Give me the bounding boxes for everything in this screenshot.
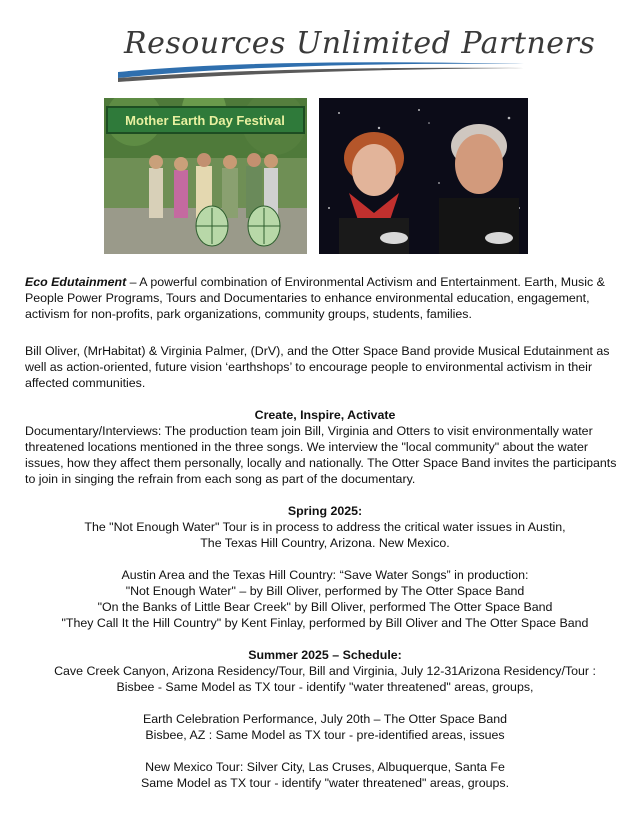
summer-line — [25, 743, 625, 759]
intro-body: – A powerful combination of Environmental Activism and Entertainment. Earth, Music & People Power Programs, Tours and Documentaries to enhance environmental education, engagement, activism for non-profits, park organizations, community groups, students, families. — [25, 275, 605, 321]
spring-line: "On the Banks of Little Bear Creek" by Bill Oliver, performed The Otter Space Band — [97, 600, 553, 614]
summer-line: Bisbee, AZ : Same Model as TX tour - pre-identified areas, issues — [145, 728, 505, 742]
partners-paragraph: Bill Oliver, (MrHabitat) & Virginia Palmer, (DrV), and the Otter Space Band provide Musical Edutainment as well as action-oriented, future vision ‘earthshops’ to encourage people to environmental activism in their affected communities. — [25, 344, 610, 390]
festival-photo — [104, 98, 307, 254]
spring-line — [25, 551, 625, 567]
spring-section — [25, 503, 625, 631]
logo-text: Resources Unlimited Partners — [124, 26, 596, 61]
intro-lead: Eco Edutainment — [25, 275, 127, 289]
spring-line: Austin Area and the Texas Hill Country: “Save Water Songs” in production: — [121, 568, 529, 582]
logo-swoosh — [116, 56, 526, 82]
cia-section — [25, 407, 625, 487]
portrait-photo — [319, 98, 528, 254]
summer-line: Earth Celebration Performance, July 20th – The Otter Space Band — [142, 712, 508, 726]
spring-line: "Not Enough Water" – by Bill Oliver, performed by The Otter Space Band — [125, 584, 525, 598]
summer-heading: Summer 2025 – Schedule: — [248, 648, 402, 662]
summer-line: Cave Creek Canyon, Arizona Residency/Tour, Bill and Virginia, July 12-31Arizona Residency/Tour : — [54, 664, 596, 678]
summer-line: New Mexico Tour: Silver City, Las Cruses, Albuquerque, Santa Fe — [145, 760, 505, 774]
summer-line: Bisbee - Same Model as TX tour - identify "water threatened" areas, groups, — [116, 680, 534, 694]
summer-section — [25, 647, 625, 791]
spring-line: The Texas Hill Country, Arizona. New Mexico. — [200, 536, 450, 550]
cia-body: Documentary/Interviews: The production team join Bill, Virginia and Otters to visit environmentally water threatened locations mentioned in the three songs. We interview the "local community" about the water issues, how they affect them personally, locally and nationally. The Otter Space Band invites the participants to join in singing the refrain from each song as part of the documentary. — [25, 424, 617, 486]
festival-banner-text: Mother Earth Day Festival — [125, 113, 285, 128]
spring-line: "They Call It the Hill Country" by Kent Finlay, performed by Bill Oliver and The Otter Space Band — [61, 616, 589, 630]
spring-line: The "Not Enough Water" Tour is in process to address the critical water issues in Austin, — [84, 520, 566, 534]
summer-line — [25, 695, 625, 711]
spring-heading: Spring 2025: — [287, 504, 363, 518]
cia-heading: Create, Inspire, Activate — [254, 408, 396, 422]
summer-line: Same Model as TX tour - identify "water threatened" areas, groups. — [140, 776, 510, 790]
intro-paragraph — [25, 274, 625, 322]
logo — [116, 26, 596, 82]
